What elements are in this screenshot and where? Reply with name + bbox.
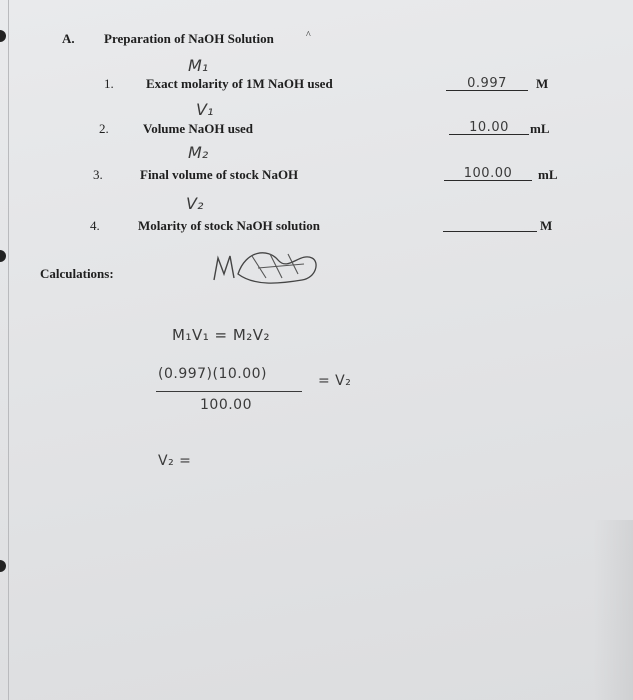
handwritten-note-m2: M₂ <box>188 143 209 162</box>
item-number: 3. <box>93 167 103 182</box>
unit-label: M <box>536 76 549 91</box>
page-shadow <box>593 520 633 700</box>
item-label: Volume NaOH used <box>143 121 254 136</box>
binder-hole <box>0 560 6 572</box>
fraction-numerator: (0.997)(10.00) <box>158 366 268 382</box>
answer-blank-final-volume[interactable]: 100.00 <box>444 166 532 181</box>
result-line: V₂ = <box>158 453 192 469</box>
handwritten-note-v2: V₂ <box>186 194 204 213</box>
handwritten-note-v1: V₁ <box>196 100 214 119</box>
item-number: 1. <box>104 76 114 91</box>
caret-mark: ^ <box>306 30 311 41</box>
fraction-bar <box>156 391 302 392</box>
item-label: Exact molarity of 1M NaOH used <box>146 76 333 91</box>
answer-blank-molarity[interactable]: 0.997 <box>446 76 528 91</box>
handwritten-note-m1: M₁ <box>188 56 209 75</box>
binder-hole <box>0 250 6 262</box>
equals-v2: = V₂ <box>318 373 352 389</box>
item-label: Molarity of stock NaOH solution <box>138 218 320 233</box>
item-number: 2. <box>99 121 109 136</box>
section-title: Preparation of NaOH Solution <box>104 31 274 46</box>
answer-blank-volume[interactable]: 10.00 <box>449 120 529 135</box>
equation-dilution: M₁V₁ = M₂V₂ <box>172 326 271 344</box>
fraction-denominator: 100.00 <box>200 397 252 413</box>
item-number: 4. <box>90 218 100 233</box>
item-label: Final volume of stock NaOH <box>140 167 299 182</box>
section-letter: A. <box>62 31 75 46</box>
calculations-label: Calculations: <box>40 266 114 281</box>
answer-blank-stock-molarity[interactable] <box>443 217 537 232</box>
unit-label: mL <box>538 167 558 182</box>
binder-hole <box>0 30 6 42</box>
unit-label: mL <box>530 121 550 136</box>
page-margin-line <box>8 0 9 700</box>
unit-label: M <box>540 218 553 233</box>
scribble-mark <box>208 244 328 292</box>
